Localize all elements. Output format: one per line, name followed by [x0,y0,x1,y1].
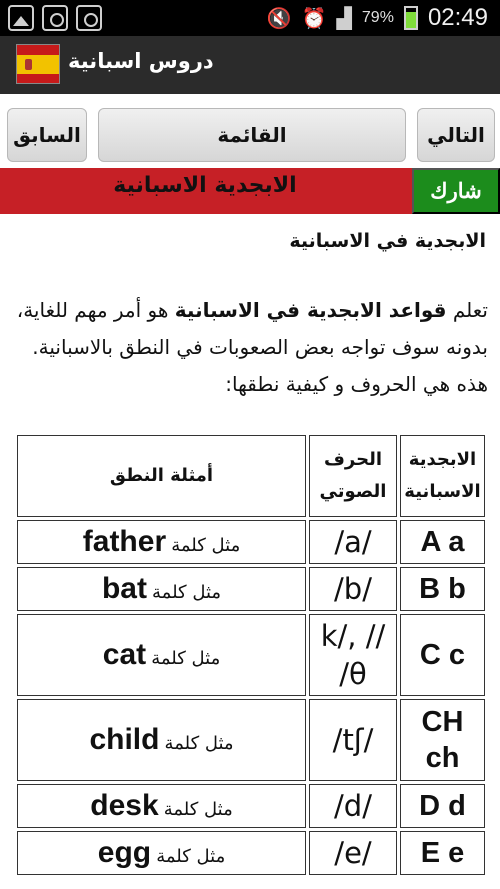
row-letter: D d [400,784,485,828]
table-row [17,831,485,875]
gallery-icon [8,5,34,31]
row-letter: CH ch [400,699,485,781]
row-phonetic: /a/ [309,520,397,564]
next-button[interactable]: التالي [417,108,495,162]
row-phonetic: /e/ [309,831,397,875]
alphabet-table [14,432,488,878]
row-phonetic: /tʃ/ [309,699,397,781]
row-example [17,831,306,875]
row-letter: C c [400,614,485,696]
row-example [17,520,306,564]
table-row [17,614,485,696]
table-row [17,784,485,828]
spain-flag-icon[interactable] [16,44,60,84]
prev-button[interactable]: السابق [7,108,87,162]
intro-bold: قواعد الابجدية في الاسبانية [174,298,447,322]
row-example [17,784,306,828]
header-letter: الابجدية الاسبانية [400,435,485,517]
example-word: desk [90,789,159,822]
lesson-title: الابجدية الاسبانية [113,173,297,198]
example-prefix: مثل كلمة [171,535,241,556]
example-word: cat [102,638,147,671]
row-example [17,567,306,611]
header-examples: أمثلة النطق [17,435,306,517]
status-bar [0,0,500,36]
intro-prefix: تعلم [446,298,488,322]
section-heading: الابجدية في الاسبانية [289,230,486,252]
app-title: دروس اسبانية [68,49,214,73]
instagram-icon [42,5,68,31]
share-button[interactable]: شارك [412,168,500,214]
intro-paragraph [10,292,488,403]
example-prefix: مثل كلمة [151,648,221,669]
row-example [17,614,306,696]
example-prefix: مثل كلمة [163,799,233,820]
battery-percent: 79% [361,9,394,26]
example-prefix: مثل كلمة [164,733,234,754]
alarm-icon: ⏰ [301,6,327,30]
example-prefix: مثل كلمة [156,846,226,867]
menu-button[interactable]: القائمة [98,108,406,162]
example-prefix: مثل كلمة [152,582,222,603]
example-word: father [82,525,167,558]
row-phonetic: k/, // /θ [309,614,397,696]
table-row [17,520,485,564]
row-example [17,699,306,781]
row-phonetic: /b/ [309,567,397,611]
table-row [17,699,485,781]
example-word: bat [101,572,147,605]
instagram-icon [76,5,102,31]
app-bar [0,36,500,94]
nav-row [0,94,500,168]
example-word: egg [97,836,152,869]
intro-rest: هو أمر مهم للغاية، بدونه سوف تواجه بعض الصعوبات في النطق بالاسبانية. هذه هي الحروف و كيفية نطقها: [16,298,488,396]
table-header-row [17,435,485,517]
example-word: child [89,723,160,756]
row-letter: E e [400,831,485,875]
row-letter: B b [400,567,485,611]
header-phonetic: الحرف الصوتي [309,435,397,517]
mute-icon: 🔇 [266,6,292,30]
battery-icon [404,6,418,30]
row-letter: A a [400,520,485,564]
signal-icon: ▟ [336,6,352,30]
table-row [17,567,485,611]
row-phonetic: /d/ [309,784,397,828]
clock: 02:49 [427,4,488,31]
lesson-banner [0,168,500,214]
